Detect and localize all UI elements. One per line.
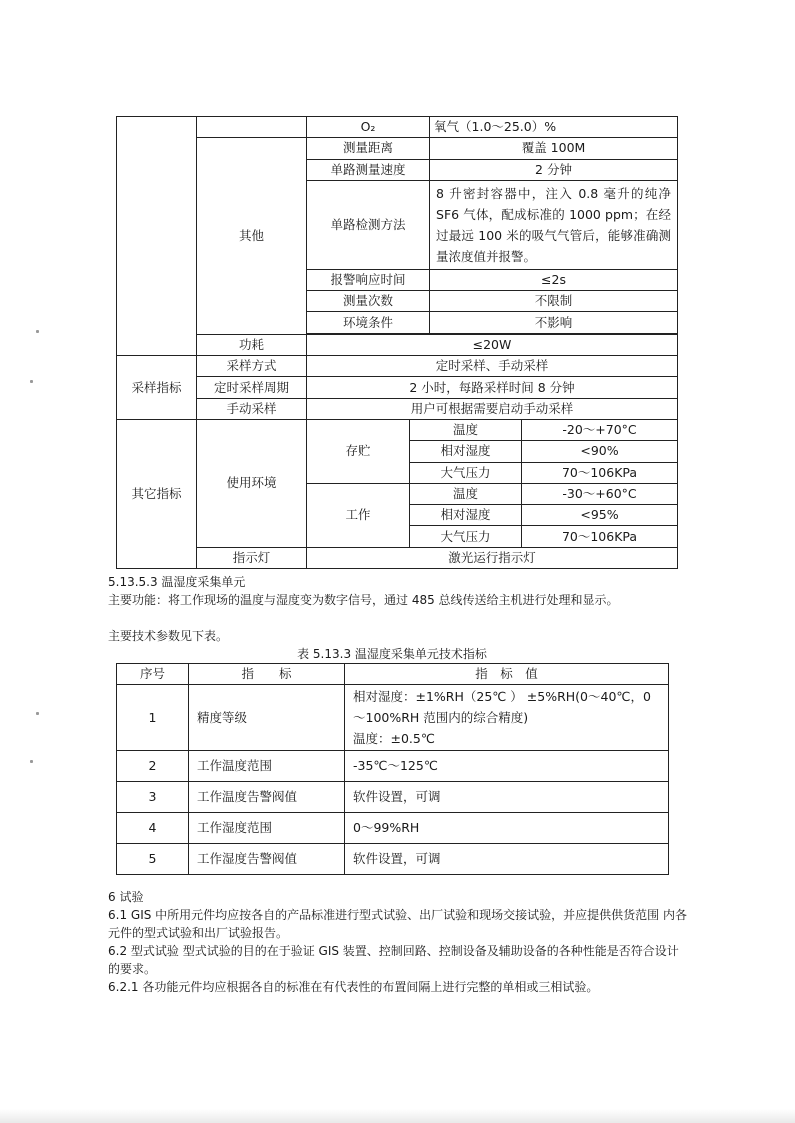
usage-env-label: 使用环境: [197, 419, 307, 547]
params-note: 主要技术参数见下表。: [108, 629, 229, 643]
alarm-time-label: 报警响应时间: [307, 269, 430, 290]
timed-period-label: 定时采样周期: [197, 377, 307, 398]
indicator-value: 激光运行指示灯: [307, 547, 678, 568]
scan-speck: [30, 380, 33, 383]
power-value: ≤20W: [307, 334, 678, 355]
row-4-value: 0～99%RH: [345, 813, 669, 844]
storage-humidity-value: <90%: [522, 441, 678, 462]
sampling-mode-value: 定时采样、手动采样: [307, 356, 678, 377]
row-3-no: 3: [117, 782, 189, 813]
work-pressure-value: 70～106KPa: [522, 526, 678, 547]
row-5-index: 工作湿度告警阀值: [189, 844, 345, 875]
sensor-spec-table: [116, 116, 678, 569]
storage-pressure-value: 70～106KPa: [522, 462, 678, 483]
row-4-no: 4: [117, 813, 189, 844]
row-1-value: [345, 685, 669, 751]
other-group-label: 其他: [197, 138, 307, 334]
row-5-value: 软件设置，可调: [345, 844, 669, 875]
row-5-no: 5: [117, 844, 189, 875]
o2-label: O₂: [307, 117, 430, 138]
env-cond-label: 环境条件: [307, 312, 430, 333]
row-4-index: 工作湿度范围: [189, 813, 345, 844]
measure-distance-value: 覆盖 100M: [430, 138, 678, 159]
row-2-no: 2: [117, 751, 189, 782]
timed-period-value: 2 小时，每路采样时间 8 分钟: [307, 377, 678, 398]
other-index-group-label: 其它指标: [117, 419, 197, 568]
work-humidity-label: 相对湿度: [410, 505, 522, 526]
row-2-index: 工作温度范围: [189, 751, 345, 782]
storage-humidity-label: 相对湿度: [410, 441, 522, 462]
storage-pressure-label: 大气压力: [410, 462, 522, 483]
row-1-index: 精度等级: [189, 685, 345, 751]
temp-humidity-spec-table: [116, 663, 669, 875]
measure-distance-label: 测量距离: [307, 138, 430, 159]
storage-temp-label: 温度: [410, 419, 522, 440]
work-label: 工作: [307, 483, 410, 547]
section-5-13-5-3-heading: 5.13.5.3 温湿度采集单元: [108, 575, 246, 589]
work-humidity-value: <95%: [522, 505, 678, 526]
blank-cell: [197, 117, 307, 138]
row-1-value-line1: 相对湿度：±1%RH（25℃ ） ±5%RH(0～40℃，0～100%RH 范围内的综合精度): [353, 689, 651, 725]
scan-speck: [36, 712, 39, 715]
row-3-value: 软件设置，可调: [345, 782, 669, 813]
storage-temp-value: -20～+70°C: [522, 419, 678, 440]
row-1-value-line2: 温度：±0.5℃: [353, 731, 435, 746]
work-temp-label: 温度: [410, 483, 522, 504]
scan-speck: [30, 760, 33, 763]
group-cell-blank: [117, 117, 197, 356]
function-description: 主要功能：将工作现场的温度与湿度变为数字信号，通过 485 总线传送给主机进行处理和显示。: [108, 593, 619, 607]
single-speed-label: 单路测量速度: [307, 159, 430, 180]
measure-count-label: 测量次数: [307, 291, 430, 312]
row-1-no: 1: [117, 685, 189, 751]
storage-label: 存贮: [307, 419, 410, 483]
o2-value: 氧气（1.0～25.0）%: [430, 117, 678, 138]
env-cond-value: 不影响: [430, 312, 678, 333]
table-caption: 表 5.13.3 温湿度采集单元技术指标: [297, 647, 487, 661]
scan-shadow: [0, 1109, 795, 1123]
sampling-mode-label: 采样方式: [197, 356, 307, 377]
indicator-label: 指示灯: [197, 547, 307, 568]
manual-sampling-value: 用户可根据需要启动手动采样: [307, 398, 678, 419]
paragraph-6-1: 6.1 GIS 中所用元件均应按各自的产品标准进行型式试验、出厂试验和现场交接试验，并应提供供货范围 内各元件的型式试验和出厂试验报告。: [108, 908, 687, 940]
measure-count-value: 不限制: [430, 291, 678, 312]
header-no: 序号: [117, 664, 189, 685]
row-2-value: -35℃～125℃: [345, 751, 669, 782]
row-3-index: 工作温度告警阀值: [189, 782, 345, 813]
header-index: 指 标: [189, 664, 345, 685]
manual-sampling-label: 手动采样: [197, 398, 307, 419]
power-label: 功耗: [197, 334, 307, 355]
paragraph-6-2: 6.2 型式试验 型式试验的目的在于验证 GIS 装置、控制回路、控制设备及辅助设备的各种性能是否符合设计的要求。: [108, 944, 679, 976]
single-speed-value: 2 分钟: [430, 159, 678, 180]
single-method-value: 8 升密封容器中，注入 0.8 毫升的纯净 SF6 气体，配成标准的 1000 ppm；在经过最远 100 米的吸气气管后，能够准确测量浓度值并报警。: [430, 180, 678, 269]
alarm-time-value: ≤2s: [430, 269, 678, 290]
scan-speck: [36, 330, 39, 333]
header-value: 指 标 值: [345, 664, 669, 685]
paragraph-6-2-1: 6.2.1 各功能元件均应根据各自的标准在有代表性的布置间隔上进行完整的单相或三相试验。: [108, 980, 599, 994]
section-6-heading: 6 试验: [108, 890, 144, 904]
work-temp-value: -30～+60°C: [522, 483, 678, 504]
sampling-group-label: 采样指标: [117, 356, 197, 420]
work-pressure-label: 大气压力: [410, 526, 522, 547]
single-method-label: 单路检测方法: [307, 180, 430, 269]
